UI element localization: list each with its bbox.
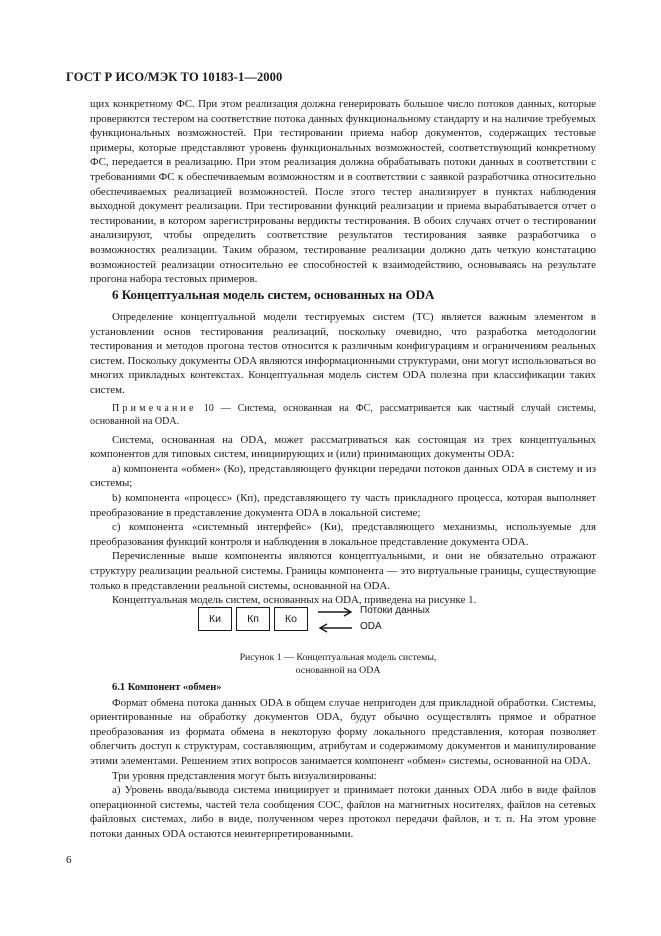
section-6-1-item-a: а) Уровень ввода/вывода система инициирует и принимает потоки данных ODA либо в виде файлов операционной системы, частей тела сообщения СОС, файлов на магнитных носителях, файлов на сетевых файловых системах, либо в виде, полученном через протокол передачи файлов, и т. п. На этом уровне потоки данных ODA остаются неинтерпретированными.: [90, 784, 596, 840]
arrow-out-label: Потоки данных: [360, 605, 430, 616]
page-header: ГОСТ Р ИСО/МЭК ТО 10183-1—2000: [66, 70, 283, 84]
section-6-body: [90, 310, 596, 608]
figure-1-caption: [238, 651, 438, 677]
section-6-1-paragraph-1: Формат обмена потока данных ODA в общем случае непригоден для прикладной обработки. Системы, ориентированные на обработку документов ODA, будут обычно осуществлять прямое и обратное преобразования из формата обмена в некоторую форму локального представления, которая позволяет облегчить доступ к структурам, составляющим, атрибутам и содержимому документов и манипулирование этими элементами. Решением этих вопросов занимается компонент «обмен» системы, основанной на ODA.: [90, 696, 596, 767]
section-6-paragraph-1: Определение концептуальной модели тестируемых систем (ТС) является важным элементом в установлении основ тестирования реализаций, поскольку очевидно, что разработка методологии тестирования и методов прогона тестов относится к различным конфигурациям и ограничениям реальных систем. Поскольку документы ODA являются информационными структурами, они могут использоваться во многих прикладных контекстах. Концептуальная модель систем ODA полезна при классификации таких систем.: [90, 311, 596, 396]
figure-1-diagram: [198, 605, 468, 635]
note-text: 10 — Система, основанная на ФС, рассматривается как частный случай системы, основанной на ODA.: [90, 402, 596, 428]
arrow-right-icon: [318, 608, 351, 616]
section-6-1-body: [90, 681, 596, 842]
section-6-paragraph-2: Система, основанная на ODA, может рассматриваться как состоящая из трех концептуальных компонентов для типовых систем, инициирующих и (или) принимающих документы ODA:: [90, 433, 596, 461]
component-ki-box: Ки: [198, 607, 232, 631]
arrow-in-label: ODA: [360, 621, 382, 632]
list-item-a: а) компонента «обмен» (Ко), представляющего функции передачи потоков данных ODA в систему и из системы;: [90, 462, 596, 490]
intro-paragraph: щих конкретному ФС. При этом реализация должна генерировать большое число потоков данных, которые проверяются тестером на соответствие потока данных функциональному стандарту и на наличие требуемых функциональных возможностей. При тестировании приема набор документов, содержащих тестовые примеры, которые представляют уровень функциональных возможностей, соответствующий конкретному ФС, передается в реализацию. При этом реализация должна обрабатывать потоки данных в соответствии с требованиями ФС к обеспечиваемым возможностям и в соответствии с заявкой разработчика относительно обеспечиваемых реализацией возможностей. После этого тестер анализирует в пунктах наблюдения выходной документ реализации. При тестировании функций реализации и приема вырабатывается отчет о тестировании, в котором зарегистрированы вердикты тестирования. В обоих случаях отчет о тестировании анализируют, чтобы определить соответствие результатов тестирования заявке разработчика о возможностях реализации. Таким образом, тестирование реализации должно дать четкую констатацию возможностей реализации относительно ее способностей к взаимодействию, основываясь на результате прогона набора тестовых примеров.: [90, 98, 596, 286]
note-10: [90, 402, 596, 429]
component-ko-box: Ко: [274, 607, 308, 631]
arrow-left-icon: [320, 624, 352, 632]
component-kp-box: Кп: [236, 607, 270, 631]
data-flow-arrows: [316, 605, 356, 635]
caption-line-1: Рисунок 1 — Концептуальная модель системы,: [239, 652, 437, 663]
intro-block: [90, 97, 596, 287]
note-label: Примечание: [112, 402, 197, 414]
section-6-title: 6 Концептуальная модель систем, основанных на ODA: [112, 287, 435, 302]
list-item-c: с) компонента «системный интерфейс» (Ки), представляющего механизмы, используемые для преобразования функций контроля и наблюдения в локальное представление документа ODA.: [90, 521, 596, 548]
section-6-paragraph-3: Перечисленные выше компоненты являются концептуальными, и они не обязательно отражают структуру реализации реальной системы. Границы компонента — это виртуальные границы, существующие только в представлении реальной системы, основанной на ODA.: [90, 550, 596, 592]
page-number: 6: [66, 854, 72, 866]
caption-line-2: основанной на ODA: [295, 665, 381, 676]
section-6-1-paragraph-2: Три уровня представления могут быть визуализированы:: [112, 769, 377, 782]
section-6-paragraph-4: Концептуальная модель систем, основанных на ODA, приведена на рисунке 1.: [112, 594, 477, 607]
list-item-b: b) компонента «процесс» (Кп), представляющего ту часть прикладного процесса, которая выполняет преобразование в представление документа ODA в локальной системе;: [90, 491, 596, 519]
section-6-1-title: 6.1 Компонент «обмен»: [112, 682, 222, 693]
